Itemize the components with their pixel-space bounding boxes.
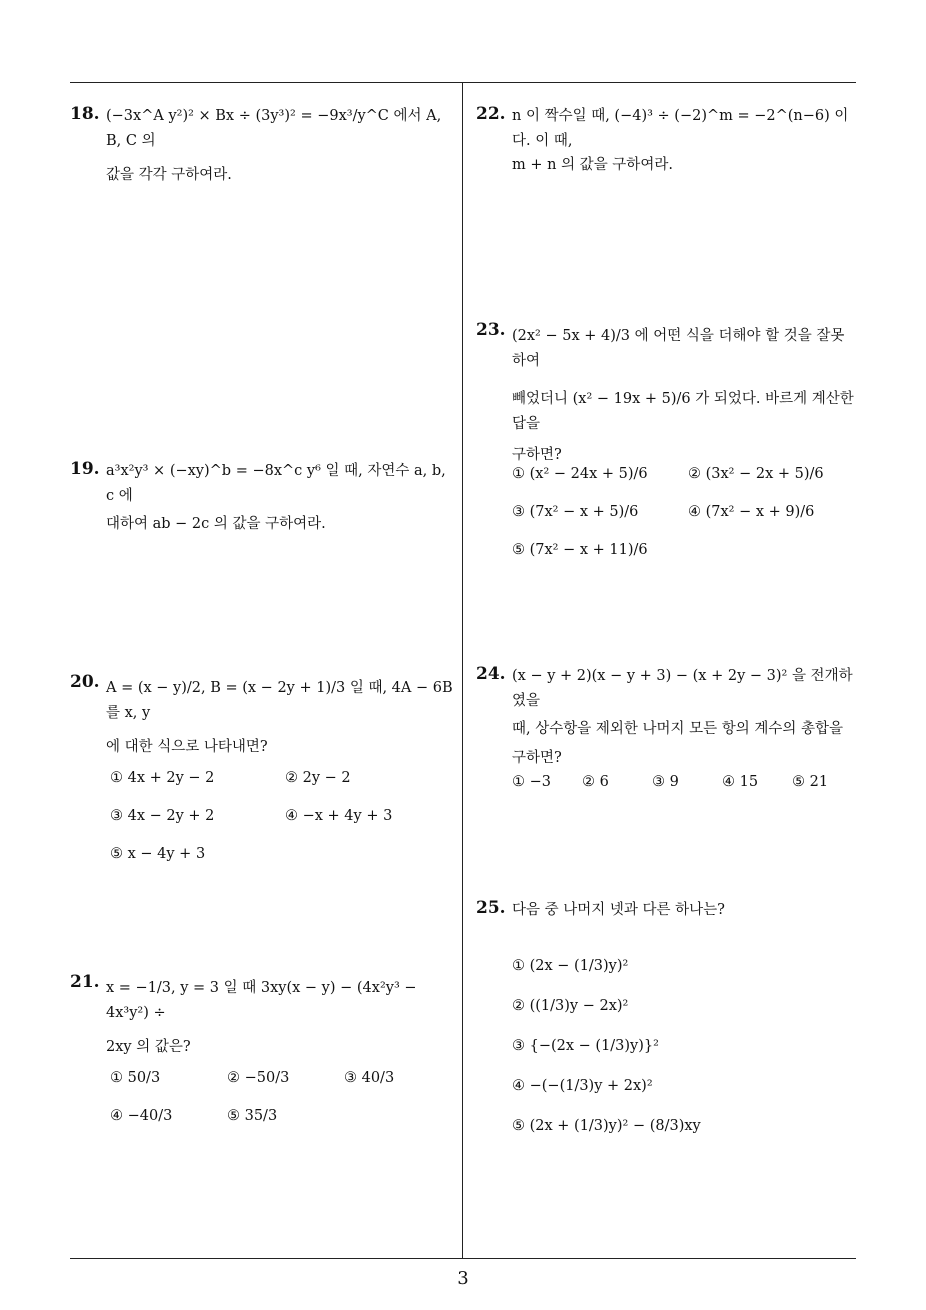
- option-4[interactable]: ④ −(−(1/3)y + 2x)²: [512, 1078, 653, 1094]
- answer-options: [110, 766, 450, 866]
- problem-line-1: (x − y + 2)(x − y + 3) − (x + 2y − 3)² 을 전개하였을: [512, 668, 853, 709]
- problem-line-2: m + n 의 값을 구하여라.: [512, 157, 673, 174]
- problem-20: [70, 668, 455, 868]
- problem-text: [512, 324, 857, 467]
- option-4[interactable]: ④ −40/3: [110, 1108, 173, 1124]
- problem-text: [512, 898, 857, 923]
- problem-text: [106, 459, 456, 537]
- option-1[interactable]: ① (x² − 24x + 5)/6: [512, 466, 648, 482]
- problem-line-3: 구하면?: [512, 749, 562, 766]
- problem-line-3: 구하면?: [512, 446, 562, 463]
- problem-line-2: 값을 각각 구하여라.: [106, 167, 232, 184]
- option-3[interactable]: ③ 9: [652, 774, 679, 790]
- problem-number: 19.: [70, 459, 100, 479]
- option-1[interactable]: ① (2x − (1/3)y)²: [512, 958, 629, 974]
- problem-line-2: 때, 상수항을 제외한 나머지 모든 항의 계수의 총합을: [512, 721, 844, 738]
- option-5[interactable]: ⑤ x − 4y + 3: [110, 846, 206, 862]
- problem-number: 18.: [70, 104, 100, 124]
- option-4[interactable]: ④ −x + 4y + 3: [285, 808, 393, 824]
- problem-number: 22.: [476, 104, 506, 124]
- option-2[interactable]: ② ((1/3)y − 2x)²: [512, 998, 629, 1014]
- problem-line-2: 빼었더니 (x² − 19x + 5)/6 가 되었다. 바르게 계산한 답을: [512, 391, 854, 432]
- problem-24: [476, 660, 861, 800]
- option-3[interactable]: ③ 4x − 2y + 2: [110, 808, 215, 824]
- problem-line-1: (−3x^A y²)² × Bx ÷ (3y³)² = −9x³/y^C 에서 A, B, C 의: [106, 108, 442, 149]
- option-5[interactable]: ⑤ (2x + (1/3)y)² − (8/3)xy: [512, 1118, 701, 1134]
- problem-23: [476, 316, 861, 566]
- option-2[interactable]: ② 2y − 2: [285, 770, 351, 786]
- page-number: 3: [457, 1268, 469, 1289]
- problem-text: [106, 104, 456, 188]
- problem-text: [106, 976, 456, 1060]
- problem-22: [476, 100, 861, 174]
- problem-line-1: 다음 중 나머지 넷과 다른 하나는?: [512, 902, 725, 918]
- problem-line-1: x = −1/3, y = 3 일 때 3xy(x − y) − (4x²y³ − 4x³y²) ÷: [106, 980, 417, 1021]
- column-divider: [462, 82, 463, 1258]
- option-3[interactable]: ③ {−(2x − (1/3)y)}²: [512, 1038, 659, 1054]
- answer-options: [512, 954, 852, 1154]
- option-2[interactable]: ② (3x² − 2x + 5)/6: [688, 466, 824, 482]
- problem-number: 23.: [476, 320, 506, 340]
- problem-21: [70, 968, 455, 1138]
- option-1[interactable]: ① 50/3: [110, 1070, 161, 1086]
- option-3[interactable]: ③ 40/3: [344, 1070, 395, 1086]
- problem-line-1: a³x²y³ × (−xy)^b = −8x^c y⁶ 일 때, 자연수 a, b, c 에: [106, 463, 446, 504]
- answer-options: [512, 770, 852, 796]
- option-5[interactable]: ⑤ 35/3: [227, 1108, 278, 1124]
- problem-text: [106, 676, 456, 760]
- problem-18: [70, 100, 455, 190]
- problem-25: [476, 894, 861, 1154]
- problem-number: 24.: [476, 664, 506, 684]
- problem-line-1: n 이 짝수일 때, (−4)³ ÷ (−2)^m = −2^(n−6) 이다. 이 때,: [512, 108, 849, 149]
- option-4[interactable]: ④ 15: [722, 774, 759, 790]
- problem-number: 25.: [476, 898, 506, 918]
- option-2[interactable]: ② −50/3: [227, 1070, 290, 1086]
- problem-text: [512, 104, 857, 178]
- answer-options: [512, 462, 852, 562]
- answer-options: [110, 1066, 450, 1136]
- option-4[interactable]: ④ (7x² − x + 9)/6: [688, 504, 815, 520]
- problem-line-1: (2x² − 5x + 4)/3 에 어떤 식을 더해야 할 것을 잘못하여: [512, 328, 845, 369]
- option-3[interactable]: ③ (7x² − x + 5)/6: [512, 504, 639, 520]
- problem-line-2: 에 대한 식으로 나타내면?: [106, 739, 268, 756]
- bottom-rule: [70, 1258, 856, 1259]
- problem-number: 21.: [70, 972, 100, 992]
- problem-number: 20.: [70, 672, 100, 692]
- problem-line-2: 2xy 의 값은?: [106, 1039, 191, 1056]
- problem-19: [70, 455, 455, 533]
- problem-line-1: A = (x − y)/2, B = (x − 2y + 1)/3 일 때, 4A − 6B 를 x, y: [106, 680, 453, 721]
- option-2[interactable]: ② 6: [582, 774, 609, 790]
- option-5[interactable]: ⑤ 21: [792, 774, 829, 790]
- top-rule: [70, 82, 856, 83]
- problem-line-2: 대하여 ab − 2c 의 값을 구하여라.: [106, 516, 326, 533]
- option-5[interactable]: ⑤ (7x² − x + 11)/6: [512, 542, 648, 558]
- problem-text: [512, 664, 857, 771]
- option-1[interactable]: ① 4x + 2y − 2: [110, 770, 215, 786]
- option-1[interactable]: ① −3: [512, 774, 551, 790]
